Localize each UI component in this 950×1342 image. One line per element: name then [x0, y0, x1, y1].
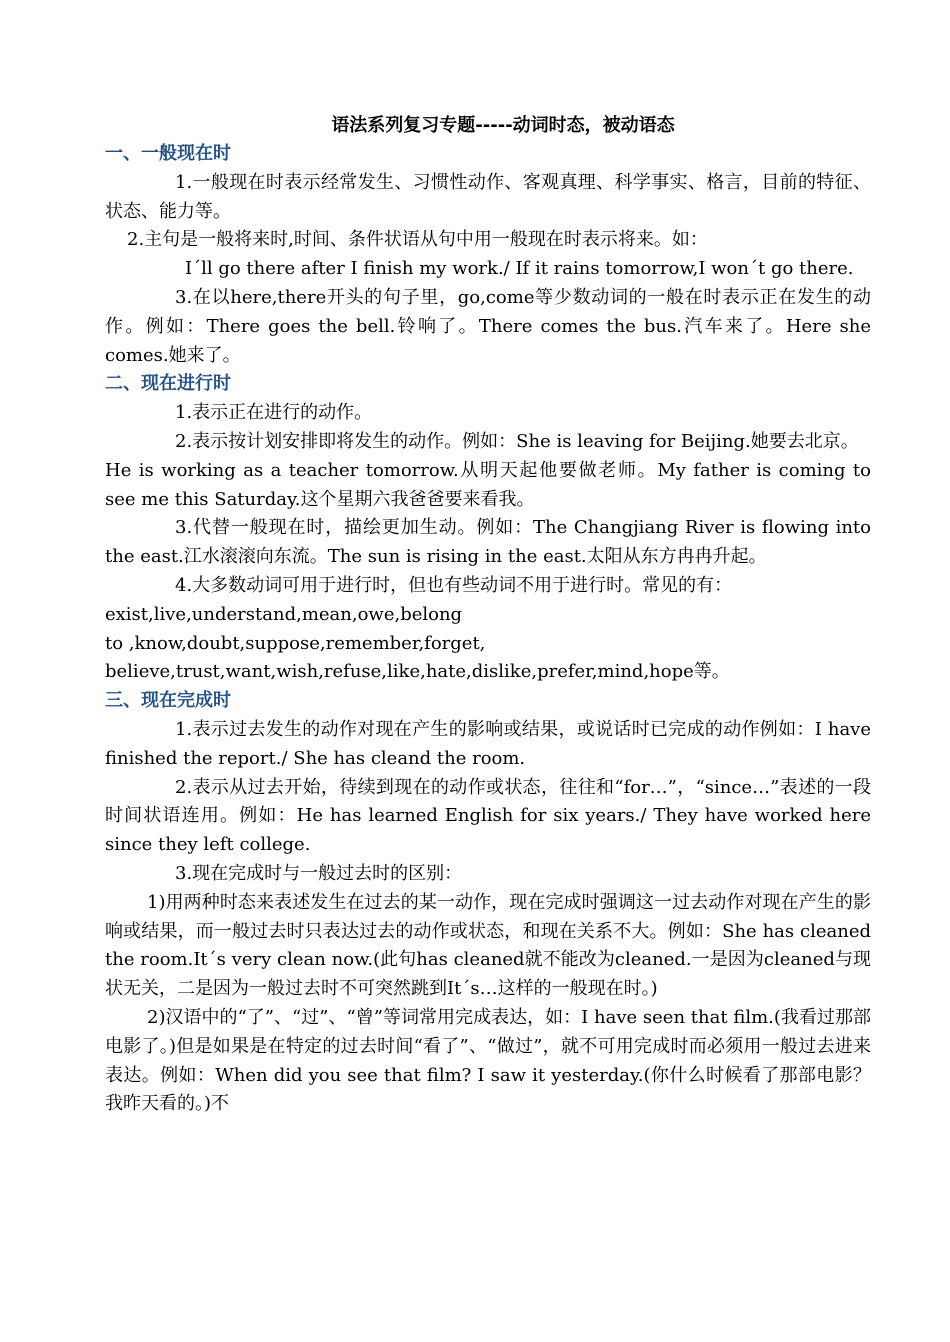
section-heading-present-perfect: 三、现在完成时 [105, 690, 231, 712]
document-title: 语法系列复习专题-----动词时态，被动语态 [331, 115, 675, 136]
paragraph: He is working as a teacher tomorrow.从明天起他要做老师。My father is coming to see me this Saturday.这个星期六我爸爸要来看我。 [105, 459, 871, 510]
paragraph: 2.表示从过去开始，待续到现在的动作或状态，往往和“for…”，“since…”表述的一段时间状语连用。例如：He has learned English for six years./ They have worked here since they left college. [105, 776, 871, 856]
paragraph: 2.表示按计划安排即将发生的动作。例如：She is leaving for Beijing.她要去北京。 [175, 430, 859, 452]
section-heading-present-simple: 一、一般现在时 [105, 143, 231, 164]
paragraph: 2)汉语中的“了”、“过”、“曾”等词常用完成表达，如：I have seen that film.(我看过那部电影了。)但是如果是在特定的过去时间“看了”、“做过”，就不可用完成时而必须用一般过去进来表达。例如：When did you see that film? I saw it yesterday.(你什么时候看了那部电影？我昨天看的。)不 [105, 1006, 871, 1115]
verb-list-line: to ,know,doubt,suppose,remember,forget, [105, 632, 486, 654]
paragraph: 4.大多数动词可用于进行时，但也有些动词不用于进行时。常见的有： [175, 574, 733, 596]
paragraph: 2.主句是一般将来时,时间、条件状语从句中用一般现在时表示将来。如： [127, 229, 708, 251]
verb-list-line: believe,trust,want,wish,refuse,like,hate,dislike,prefer,mind,hope等。 [105, 661, 730, 683]
paragraph: 3.在以here,there开头的句子里，go,come等少数动词的一般在时表示正在发生的动作。例如：There goes the bell.铃响了。There comes the bus.汽车来了。Here she comes.她来了。 [105, 286, 871, 366]
paragraph: 1.表示过去发生的动作对现在产生的影响或结果，或说话时已完成的动作例如：I have finished the report./ She has cleand the room. [105, 718, 871, 769]
paragraph: 1)用两种时态来表述发生在过去的某一动作，现在完成时强调这一过去动作对现在产生的影响或结果，而一般过去时只表达过去的动作或状态，和现在关系不大。例如：She has cleaned the room.It´s very clean now.(此句has cleaned就不能改为cleaned.一是因为cleaned与现状无关，二是因为一般过去时不可突然跳到It´s…这样的一般现在时。) [105, 891, 871, 1000]
verb-list-line: exist,live,understand,mean,owe,belong [105, 603, 463, 625]
paragraph: 1.表示正在进行的动作。 [175, 402, 373, 424]
paragraph: I´ll go there after I finish my work./ If it rains tomorrow,I won´t go there. [185, 258, 854, 280]
document-page [105, 112, 871, 1119]
paragraph: 3.代替一般现在时，描绘更加生动。例如：The Changjiang River is flowing into the east.江水滚滚向东流。The sun is rising in the east.太阳从东方冉冉升起。 [105, 517, 871, 568]
section-heading-present-continuous: 二、现在进行时 [105, 373, 231, 395]
paragraph: 3.现在完成时与一般过去时的区别： [175, 862, 463, 884]
paragraph: 1.一般现在时表示经常发生、习惯性动作、客观真理、科学事实、格言，目前的特征、状态、能力等。 [105, 171, 871, 222]
